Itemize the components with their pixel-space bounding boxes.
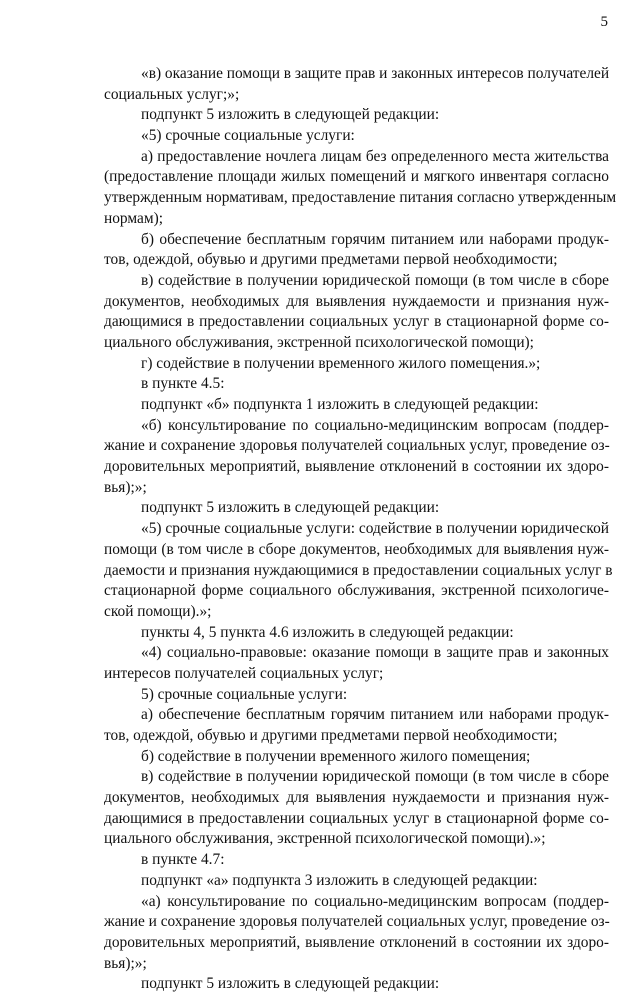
text-line: пункты 4, 5 пункта 4.6 изложить в следующей редакции: (141, 623, 514, 641)
text-line: циального обслуживания, экстренной психологической помощи).»; (104, 830, 546, 848)
text-line: подпункт 5 изложить в следующей редакции: (141, 106, 440, 124)
text-line: 5) срочные социальные услуги: (141, 685, 348, 703)
text-line: дающимися в предоставлении социальных услуг в стационарной форме со- (104, 809, 609, 827)
text-line: тов, одеждой, обувью и другими предметами первой необходимости; (104, 251, 558, 269)
text-line: «5) срочные социальные услуги: (141, 127, 355, 145)
text-line: б) содействие в получении временного жилого помещения; (141, 747, 531, 765)
text-line: жание и сохранение здоровья получателей социальных услуг, проведение оз- (104, 913, 610, 931)
text-line: а) обеспечение бесплатным горячим питанием или наборами продук- (141, 706, 609, 724)
text-line: вья);»; (104, 954, 147, 972)
text-line: подпункт 5 изложить в следующей редакции: (141, 975, 440, 993)
text-line: утвержденным нормативам, предоставление питания согласно утвержденным (104, 189, 617, 207)
text-line: подпункт 5 изложить в следующей редакции: (141, 499, 440, 517)
text-line: подпункт «б» подпункта 1 изложить в следующей редакции: (141, 396, 539, 413)
text-line: интересов получателей социальных услуг; (104, 664, 384, 682)
text-line: документов, необходимых для выявления нуждаемости и признания нуж- (104, 292, 609, 310)
text-line: б) обеспечение бесплатным горячим питанием или наборами продук- (141, 230, 609, 248)
text-line: социальных услуг;»; (104, 85, 240, 103)
text-line: доровительных мероприятий, выявление отклонений в состоянии их здоро- (104, 933, 609, 951)
text-line: тов, одеждой, обувью и другими предметами первой необходимости; (104, 727, 558, 744)
text-line: в пункте 4.5: (141, 375, 225, 393)
text-line: в) содействие в получении юридической помощи (в том числе в сборе (141, 271, 609, 289)
text-line: а) предоставление ночлега лицам без определенного места жительства (141, 147, 609, 165)
text-line: доровительных мероприятий, выявление отклонений в состоянии их здоро- (104, 458, 609, 476)
text-line: циального обслуживания, экстренной психологической помощи); (104, 333, 534, 351)
text-line: жание и сохранение здоровья получателей социальных услуг, проведение оз- (104, 437, 610, 455)
text-line: дающимися в предоставлении социальных услуг в стационарной форме со- (104, 313, 609, 331)
text-line: «в) оказание помощи в защите прав и законных интересов получателей (141, 65, 610, 82)
text-line: подпункт «а» подпункта 3 изложить в следующей редакции: (141, 871, 538, 889)
text-line: в пункте 4.7: (141, 851, 225, 869)
text-line: «5) срочные социальные услуги: содействие в получении юридической (141, 520, 609, 538)
text-line: вья);»; (104, 478, 147, 496)
page-number: 5 (600, 14, 608, 30)
text-line: в) содействие в получении юридической помощи (в том числе в сборе (141, 768, 609, 786)
document-body (104, 64, 617, 995)
text-line: «б) консультирование по социально-медицинским вопросам (поддер- (141, 416, 609, 434)
text-line: документов, необходимых для выявления нуждаемости и признания нуж- (104, 789, 609, 807)
text-line: даемости и признания нуждающимися в предоставлении социальных услуг в (104, 561, 613, 579)
text-line: помощи (в том числе в сборе документов, необходимых для выявления нуж- (104, 540, 609, 558)
text-line: (предоставление площади жилых помещений и мягкого инвентаря согласно (104, 168, 609, 186)
text-line: «а) консультирование по социально-медицинским вопросам (поддер- (141, 892, 609, 910)
text-line: стационарной форме социального обслуживания, экстренной психологиче- (104, 582, 609, 600)
text-line: ской помощи).»; (104, 602, 212, 620)
text-line: «4) социально-правовые: оказание помощи в защите прав и законных (141, 644, 609, 662)
text-line: нормам); (104, 209, 163, 227)
text-line: г) содействие в получении временного жилого помещения.»; (141, 354, 541, 372)
